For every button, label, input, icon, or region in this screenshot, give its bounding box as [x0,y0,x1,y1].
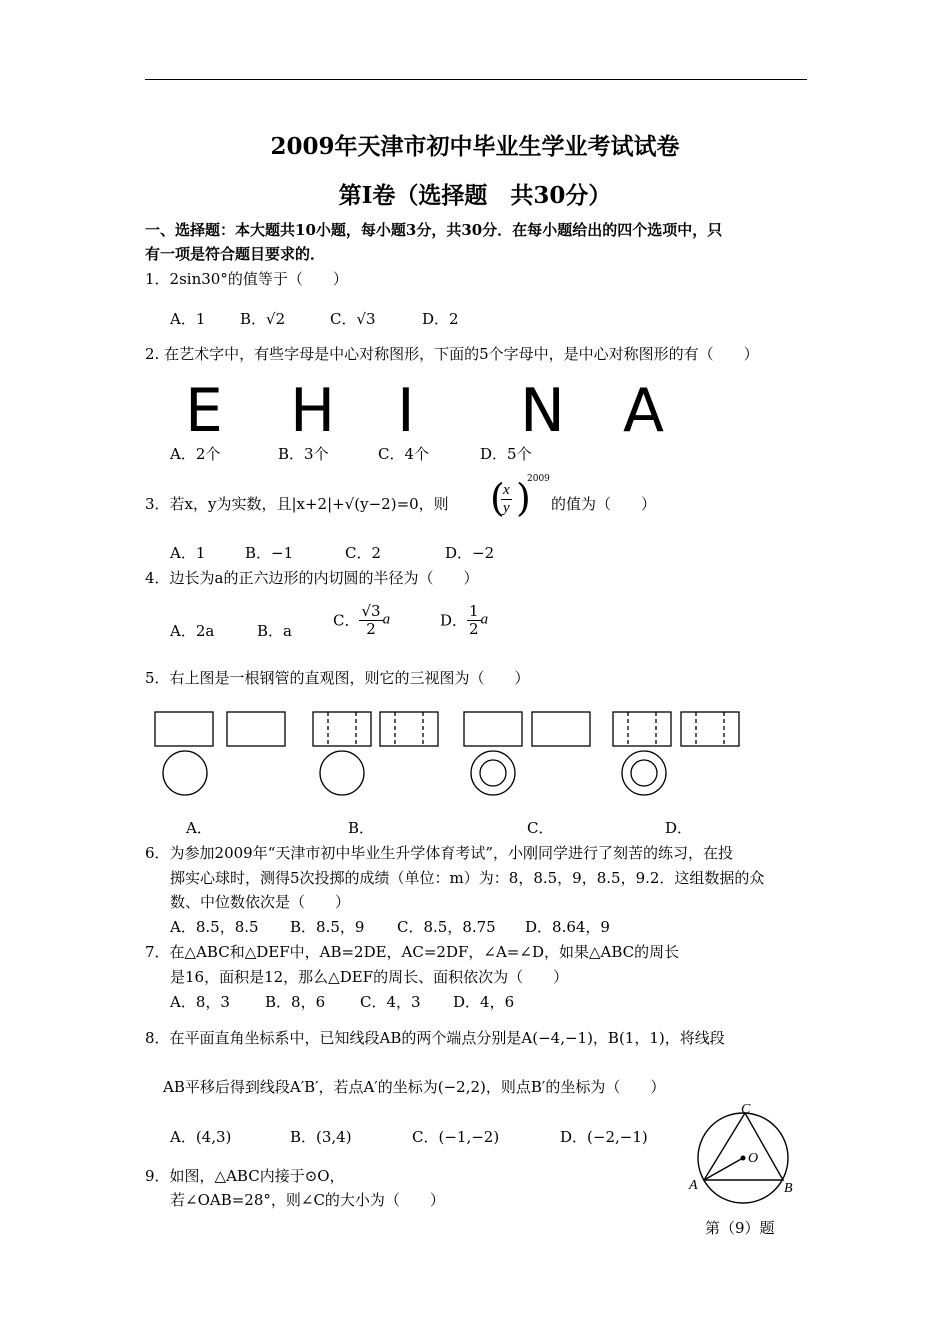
q8-line2: AB平移后得到线段A′B′，若点A′的坐标为(−2,2)，则点B′的坐标为（ ） [163,1078,666,1096]
q3-exponent: 2009 [527,474,550,484]
q4-option-d-var: a [480,611,489,628]
q1-option-a: A．1 [170,310,206,328]
q3-option-b: B．−1 [245,544,294,562]
q8-option-b: B．(3,4) [290,1128,352,1146]
q3-stem-a: 3．若x，y为实数，且|x+2|+√(y−2)=0，则 [145,495,449,513]
q5-three-view-figures [0,700,950,810]
q6-line1: 6．为参加2009年“天津市初中毕业生升学体育考试”，小刚同学进行了刻苦的练习，在投 [145,844,734,862]
q6-option-d: D．8.64，9 [525,918,610,936]
q9-figure-caption: 第（9）题 [705,1219,775,1237]
q4-option-c-prefix: C． [333,611,360,630]
q8-option-c: C．(−1,−2) [412,1128,500,1146]
q4-option-d-numerator: 1 [469,602,479,620]
q5-label-a: A． [186,819,212,837]
q1-option-d: D．2 [422,310,459,328]
q6-line3: 数、中位数依次是（ ） [170,893,351,911]
q9-label-c: C [741,1102,751,1117]
q7-option-a: A．8，3 [170,993,230,1011]
q5-b-side-view [380,712,438,746]
q4-option-b: B．a [257,622,292,640]
q5-d-top-view [622,751,666,795]
q3-frac-numerator: x [503,482,510,498]
q2-letter-n: N [520,376,565,446]
q9-line2: 若∠OAB=28°，则∠C的大小为（ ） [170,1191,445,1209]
q5-d-side-view [681,712,739,746]
q3-option-a: A．1 [170,544,206,562]
q7-option-c: C．4，3 [360,993,421,1011]
q3-option-c: C．2 [345,544,382,562]
q9-center-point [741,1156,746,1161]
top-rule [145,79,807,80]
q3-paren-left: ( [490,476,505,520]
q9-circle-figure [680,1098,810,1208]
q2-letter-e: E [185,376,223,446]
q5-a-side-view [227,712,285,746]
q1-stem: 1．2sin30°的值等于（ ） [145,270,348,288]
q3-option-d: D．−2 [445,544,495,562]
q6-option-c: C．8.5，8.75 [397,918,496,936]
q4-option-c-denominator: 2 [366,619,376,638]
q4-option-d [440,603,488,637]
q2-option-a: A．2个 [170,445,221,463]
exam-subtitle: 第Ⅰ卷（选择题 共30分） [338,182,612,209]
q4-option-a: A．2a [170,622,215,640]
q7-line1: 7．在△ABC和△DEF中，AB=2DE，AC=2DF，∠A=∠D，如果△ABC的周长 [145,943,680,961]
q5-c-front-view [464,712,522,746]
q5-b-front-view [313,712,371,746]
q4-option-c-numerator: √3 [361,602,381,620]
q4-option-c [333,603,390,637]
section-instructions-line2: 有一项是符合题目要求的． [145,245,326,263]
q6-option-b: B．8.5，9 [290,918,365,936]
q6-line2: 掷实心球时，测得5次投掷的成绩（单位：m）为：8，8.5，9，8.5，9.2．这组数据的众 [170,869,765,887]
exam-title: 2009年天津市初中毕业生学业考试试卷 [270,133,680,160]
q4-option-c-var: a [382,611,391,628]
q4-option-d-denominator: 2 [469,619,479,638]
q5-label-d: D． [665,819,693,837]
q2-option-c: C．4个 [378,445,430,463]
q7-option-b: B．8，6 [265,993,326,1011]
q2-letter-i: I [397,376,415,446]
q2-stem: 2. 在艺术字中，有些字母是中心对称图形，下面的5个字母中，是中心对称图形的有（ ） [145,345,759,363]
section-instructions-line1: 一、选择题：本大题共10小题，每小题3分，共30分．在每小题给出的四个选项中，只 [145,221,723,239]
q5-label-c: C． [527,819,554,837]
q3-frac-denominator: y [503,499,510,516]
q4-stem: 4．边长为a的正六边形的内切圆的半径为（ ） [145,569,479,587]
q1-option-c: C．√3 [330,310,376,328]
q9-label-a: A [689,1178,698,1193]
q4-option-d-prefix: D． [440,611,468,630]
q5-a-front-view [155,712,213,746]
q6-option-a: A．8.5，8.5 [170,918,259,936]
q3-fraction [501,482,512,516]
q2-option-b: B．3个 [278,445,329,463]
q9-label-o: O [748,1151,759,1166]
q3-paren-right: ) [516,476,531,520]
q9-segment-oa [704,1158,743,1180]
q2-option-d: D．5个 [480,445,532,463]
q5-c-side-view [532,712,590,746]
q5-c-top-view [471,751,515,795]
q2-letter-h: H [290,376,336,446]
q5-d-front-view [613,712,671,746]
q5-stem: 5．右上图是一根钢管的直观图，则它的三视图为（ ） [145,669,530,687]
q1-option-b: B．√2 [240,310,286,328]
q8-option-d: D．(−2,−1) [560,1128,648,1146]
q2-letter-a: A [623,376,665,446]
q9-label-b: B [784,1181,793,1196]
q3-stem-b: 的值为（ ） [551,495,657,513]
q5-a-top-view [163,751,207,795]
q9-line1: 9．如图，△ABC内接于⊙O， [145,1167,345,1185]
q7-line2: 是16，面积是12，那么△DEF的周长、面积依次为（ ） [170,968,569,986]
q5-label-b: B． [348,819,375,837]
q7-option-d: D．4，6 [453,993,515,1011]
q8-option-a: A．(4,3) [170,1128,232,1146]
q8-line1: 8．在平面直角坐标系中，已知线段AB的两个端点分别是A(−4,−1)，B(1，1)，将线段 [145,1029,725,1047]
q5-b-top-view [320,751,364,795]
